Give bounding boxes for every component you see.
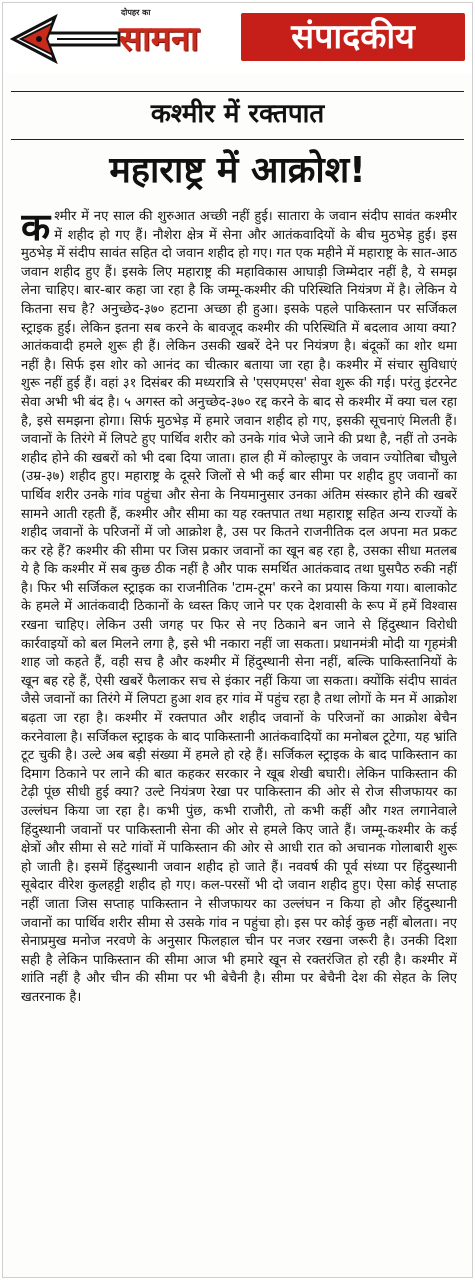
article-kicker: कश्मीर में रक्तपात [150, 99, 325, 129]
brand-name: सामना [119, 19, 199, 59]
divider-bottom [11, 139, 464, 140]
article-headline: महाराष्ट्र में आक्रोश! [109, 150, 366, 191]
section-banner: संपादकीय [241, 13, 465, 61]
masthead [3, 3, 472, 73]
editorial-page [2, 2, 473, 1278]
article-body-text: श्मीर में नए साल की शुरुआत अच्छी नहीं हुई। सातारा के जवान संदीप सावंत कश्मीर में शहीद हो गए हैं। नौशेरा क्षेत्र में सेना और आतंकवादियों के बीच मुठभेड़ हुई। इस मुठभेड़ में संदीप सावंत सहित दो जवान शहीद हो गए। गत एक महीने में महाराष्ट्र के सात-आठ जवान शहीद हुए हैं। इसके लिए महाराष्ट्र की महाविकास आघाड़ी जिम्मेदार नहीं है, ये समझ लेना चाहिए। बार-बार कहा जा रहा है कि जम्मू-कश्मीर की परिस्थिति नियंत्रण में है। लेकिन ये कितना सच है? अनुच्छेद-३७० हटाना अच्छा ही हुआ। इसके पहले पाकिस्तान पर सर्जिकल स्ट्राइक हुई। लेकिन इतना सब करने के बावजूद कश्मीर की परिस्थिति में बदलाव आया क्या? आतंकवादी हमले शुरू ही हैं। लेकिन उसकी खबरें देने पर नियंत्रण है। बंदूकों का शोर थमा नहीं है। सिर्फ इस शोर को आनंद का चीत्कार बताया जा रहा है। कश्मीर में संचार सुविधाएं शुरू नहीं हुई हैं। वहां ३१ दिसंबर की मध्यरात्रि से 'एसएमएस' सेवा शुरू की गई। परंतु इंटरनेट सेवा अभी भी बंद है। ५ अगस्त को अनुच्छेद-३७० रद्द करने के बाद से कश्मीर में क्या चल रहा है, इसे समझना होगा। सिर्फ मुठभेड़ में हमारे जवान शहीद हो गए, इसकी सूचनाएं मिलती हैं। जवानों के तिरंगे में लिपटे हुए पार्थिव शरीर को उनके गांव भेजे जाने की प्रथा है, नहीं तो उनके शहीद होने की खबरों को भी दबा दिया जाता। हाल ही में कोल्हापुर के जवान ज्योतिबा चौघुले (उम्र-३७) शहीद हुए। महाराष्ट्र के दूसरे जिलों से भी कई बार सीमा पर शहीद हुए जवानों का पार्थिव शरीर उनके गांव पहुंचा और सेना के नियमानुसार उनका अंतिम संस्कार होने की खबरें सामने आती रहती हैं, कश्मीर और सीमा का यह रक्तपात तथा महाराष्ट्र सहित अन्य राज्यों के शहीद जवानों के परिजनों में जो आक्रोश है, उस पर कितने राजनीतिक दल अपना मत प्रकट कर रहे हैं? कश्मीर की सीमा पर जिस प्रकार जवानों का खून बह रहा है, उसका सीधा मतलब ये है कि कश्मीर में सब कुछ ठीक नहीं है और पाक समर्थित आतंकवाद तथा घुसपैठ रुकी नहीं है। फिर भी सर्जिकल स्ट्राइक का राजनीतिक 'टाम-टूम' करने का प्रयास किया गया। बालाकोट के हमले में आतंकवादी ठिकानों के ध्वस्त किए जाने पर एक देशवासी के रूप में हमें विश्वास रखना चाहिए। लेकिन उसी जगह पर फिर से नए ठिकाने बन जाने से हिंदुस्थान विरोधी कार्रवाइयों को बल मिलने लगा है, इसे भी नकारा नहीं जा सकता। प्रधानमंत्री मोदी या गृहमंत्री शाह जो कहते हैं, वही सच है और कश्मीर में हिंदुस्थानी सेना नहीं, बल्कि पाकिस्तानियों के खून बह रहे हैं, ऐसी खबरें फैलाकर सच से इंकार नहीं किया जा सकता। क्योंकि संदीप सावंत जैसे जवानों का तिरंगे में लिपटा हुआ शव हर गांव में पहुंच रहा है तथा लोगों के मन में आक्रोश बढ़ता जा रहा है। कश्मीर में रक्तपात और शहीद जवानों के परिजनों का आक्रोश बेचैन करनेवाला है। सर्जिकल स्ट्राइक के बाद पाकिस्तानी आतंकवादियों का मनोबल टूटेगा, यह भ्रांति टूट चुकी है। उल्टे अब बड़ी संख्या में हमले हो रहे हैं। सर्जिकल स्ट्राइक के बाद पाकिस्तान का दिमाग ठिकाने पर लाने की बात कहकर सरकार ने खूब शेखी बघारी। लेकिन पाकिस्तान की टेढ़ी पूंछ सीधी हुई क्या? उल्टे नियंत्रण रेखा पर पाकिस्तान की ओर से रोज सीजफायर का उल्लंघन किया जा रहा है। कभी पुंछ, कभी राजौरी, तो कभी कहीं और गश्त लगानेवाले हिंदुस्थानी जवानों पर पाकिस्तानी सेना की ओर से हमले किए जाते हैं। जम्मू-कश्मीर के कई क्षेत्रों और सीमा से सटे गांवों में पाकिस्तान की ओर से आधी रात को अचानक गोलाबारी शुरू हो जाती है। इसमें हिंदुस्थानी जवान शहीद हो जाते हैं। नववर्ष की पूर्व संध्या पर हिंदुस्थानी सूबेदार वीरेश कुलहट्टी शहीद हो गए। कल-परसों भी दो जवान शहीद हुए। ऐसा कोई सप्ताह नहीं जाता जिस सप्ताह पाकिस्तान ने सीजफायर का उल्लंघन न किया हो और हिंदुस्थानी जवानों का पार्थिव शरीर सीमा से उसके गांव न पहुंचा हो। इस पर कोई कुछ नहीं बोलता। नए सेनाप्रमुख मनोज नरवणे के अनुसार फिलहाल चीन पर नजर रखना जरूरी है। उनकी दिशा सही है लेकिन पाकिस्तान की सीमा आज भी हमारे खून से रक्तरंजित हो रही है। कश्मीर में शांति नहीं है और चीन की सीमा पर भी बेचैनी है। सीमा पर बेचैनी देश की सेहत के लिए खतरनाक है। [21, 209, 457, 1005]
pen-nib-logo-icon [9, 11, 121, 67]
divider-top [11, 91, 464, 92]
article-body [21, 208, 457, 1268]
drop-cap: क [21, 208, 51, 249]
dopahar-label: दोपहर का [121, 8, 151, 17]
